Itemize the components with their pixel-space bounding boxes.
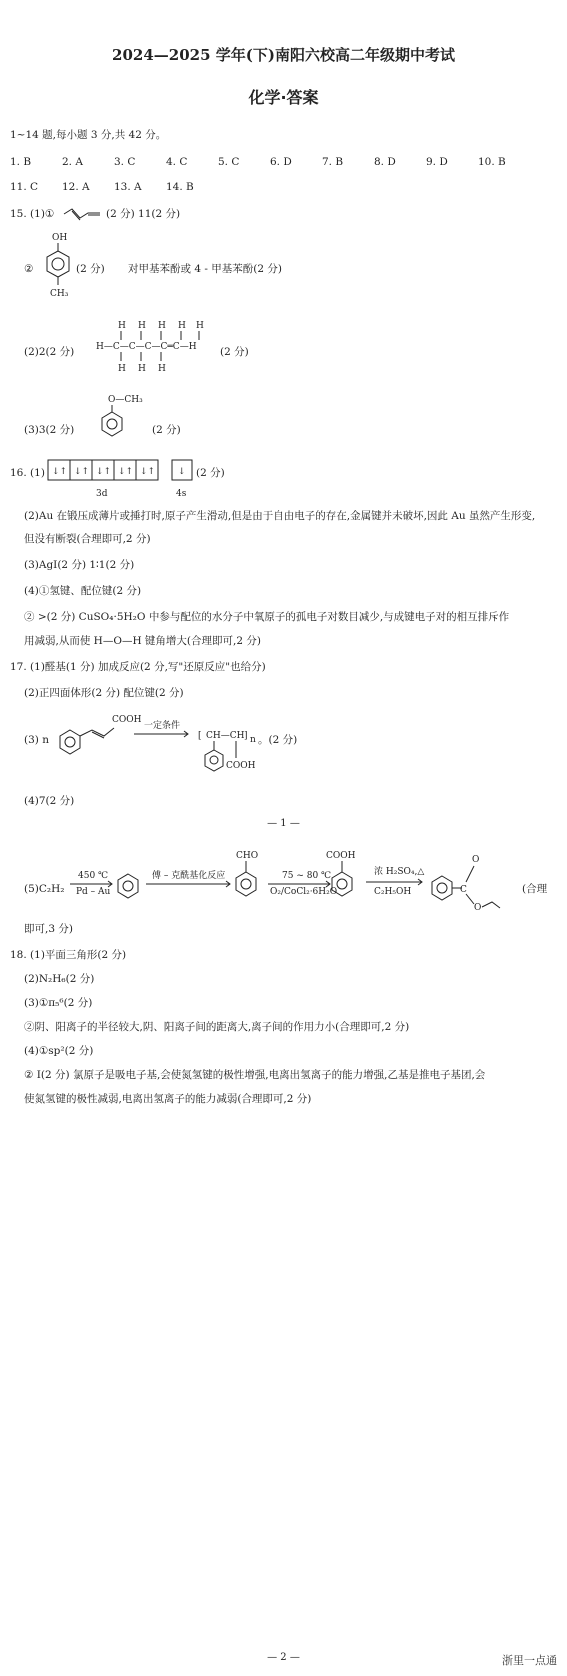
p-cresol-structure [38, 230, 78, 305]
polymer-n: n [250, 735, 256, 745]
q15-line4-prefix: (3)3(2 分) [24, 424, 75, 436]
cond4-bot: C₂H₅OH [374, 887, 412, 897]
svg-text:H—C—C—C—C═C—H: H—C—C—C—C═C—H [96, 342, 197, 352]
answers-row-1 [10, 155, 530, 169]
q18-p4: ②阴、阳离子的半径较大,阴、阳离子间的距离大,离子间的作用力小(合理即可,2 分) [24, 1021, 410, 1033]
q16-prefix: 16. (1) [10, 467, 45, 479]
q18-p6: ② Ⅰ(2 分) 氯原子是吸电子基,会使氮氢键的极性增强,电离出氢离子的能力增强,乙基是推电子基团,会 [24, 1069, 486, 1081]
answer-item: 6. D [270, 156, 292, 168]
ester-o2: O [474, 903, 482, 913]
answers-row-2 [10, 180, 218, 194]
ch3-label: CH₃ [50, 289, 69, 299]
q15-line2-score: (2 分) [76, 263, 105, 275]
q17-p4: (4)7(2 分) [24, 795, 75, 807]
q17-p5-tail: (合理 [522, 883, 548, 895]
q15-line2-mark: ② [24, 263, 34, 275]
q15-line1-suffix: (2 分) 11(2 分) [106, 208, 181, 220]
ester-c: C [460, 885, 467, 895]
q16-p4: (4)①氢键、配位键(2 分) [24, 585, 142, 597]
q16-p3: (3)AgI(2 分) 1∶1(2 分) [24, 559, 135, 571]
polymerization-equation [58, 710, 298, 790]
q16-p5: ② >(2 分) CuSO₄·5H₂O 中参与配位的水分子中氧原子的孤电子对数目减少,与成键电子对的相互排斥作 [24, 611, 510, 623]
anisole-structure [96, 392, 156, 440]
cond4-top: 浓 H₂SO₄,△ [374, 867, 425, 877]
svg-text:H: H [158, 364, 166, 374]
electron-configuration-diagram [48, 460, 188, 500]
q18-p5: (4)①sp²(2 分) [24, 1045, 94, 1057]
q16-p5b: 用减弱,从而使 H—O—H 键角增大(合理即可,2 分) [24, 635, 261, 647]
cond2-top: 傅 – 克酰基化反应 [152, 871, 226, 881]
svg-text:H: H [118, 321, 126, 331]
svg-text:]: ] [244, 731, 248, 741]
answer-item: 4. C [166, 156, 188, 168]
answer-item: 10. B [478, 156, 506, 168]
svg-text:H: H [138, 321, 146, 331]
q15-line3-prefix: (2)2(2 分) [24, 346, 75, 358]
answer-item: 11. C [10, 181, 39, 193]
cond1-bot: Pd – Au [76, 887, 111, 897]
label-4s: 4s [176, 489, 187, 499]
cond3-bot: O₂/CoCl₂·6H₂O [270, 887, 338, 897]
cho-label: CHO [236, 851, 259, 861]
svg-text:H: H [196, 321, 204, 331]
orbital-3d-2: ↓↑ [74, 467, 90, 477]
svg-text:H: H [118, 364, 126, 374]
q16-suffix: (2 分) [196, 467, 225, 479]
answer-item: 5. C [218, 156, 240, 168]
section-intro: 1~14 题,每小题 3 分,共 42 分。 [10, 129, 167, 141]
answer-item: 12. A [62, 181, 90, 193]
answer-item: 13. A [114, 181, 142, 193]
svg-text:H: H [138, 364, 146, 374]
answer-item: 1. B [10, 156, 32, 168]
cond1-top: 450 ℃ [78, 871, 109, 881]
condition-label: 一定条件 [144, 721, 181, 731]
cooh-label-2: COOH [226, 761, 256, 771]
polymer-mid: CH—CH [206, 731, 245, 741]
orbital-4s: ↓ [178, 467, 186, 477]
orbital-3d-4: ↓↑ [118, 467, 134, 477]
orbital-3d-1: ↓↑ [52, 467, 68, 477]
orbital-3d-3: ↓↑ [96, 467, 112, 477]
q15-line3-suffix: (2 分) [220, 346, 249, 358]
q16-p2: (2)Au 在锻压成薄片或捶打时,原子产生滑动,但是由于自由电子的存在,金属键并未破坏,因此 Au 虽然产生形变, [24, 510, 536, 522]
answer-item: 2. A [62, 156, 83, 168]
watermark: 浙里一点通 [502, 1654, 557, 1667]
answer-item: 3. C [114, 156, 136, 168]
answer-item: 8. D [374, 156, 396, 168]
cooh-label: COOH [112, 715, 142, 725]
answer-item: 14. B [166, 181, 194, 193]
cond3-top: 75 ~ 80 ℃ [282, 871, 332, 881]
q17-p5-prefix: (5)C₂H₂ [24, 883, 65, 895]
q16-p2b: 但没有断裂(合理即可,2 分) [24, 533, 151, 545]
och3-label: O—CH₃ [108, 395, 143, 405]
q17-p3-prefix: (3) n [24, 734, 49, 746]
q18-p3: (3)①π₅⁶(2 分) [24, 997, 93, 1009]
page-title: 2024—2025 学年(下)南阳六校高二年级期中考试 [112, 46, 455, 64]
q18-p2: (2)N₂H₆(2 分) [24, 973, 95, 985]
q17-p1: 17. (1)醛基(1 分) 加成反应(2 分,写"还原反应"也给分) [10, 661, 266, 673]
svg-text:H: H [158, 321, 166, 331]
label-3d: 3d [96, 489, 108, 499]
ester-o: O [472, 855, 480, 865]
q15-line2-name: 对甲基苯酚或 4 - 甲基苯酚(2 分) [128, 263, 282, 275]
page-subtitle: 化学·答案 [248, 88, 319, 107]
page-number-1: — 1 — [267, 818, 300, 829]
cooh2-label: COOH [326, 851, 356, 861]
q17-p5b: 即可,3 分) [24, 923, 73, 935]
svg-text:H: H [178, 321, 186, 331]
oh-label: OH [52, 233, 68, 243]
q15-line1-prefix: 15. (1)① [10, 208, 55, 220]
q17-p2: (2)正四面体形(2 分) 配位键(2 分) [24, 687, 184, 699]
answer-item: 7. B [322, 156, 344, 168]
q18-p6b: 使氮氢键的极性减弱,电离出氢离子的能力减弱(合理即可,2 分) [24, 1093, 312, 1105]
page-number-2: — 2 — [267, 1652, 300, 1663]
q17-p3-score: 。(2 分) [258, 734, 298, 746]
answer-item: 9. D [426, 156, 448, 168]
q15-line4-suffix: (2 分) [152, 424, 181, 436]
svg-text:[: [ [198, 731, 202, 741]
orbital-3d-5: ↓↑ [140, 467, 156, 477]
synthesis-route [70, 848, 520, 912]
butadiene-structure [62, 206, 104, 220]
q18-p1: 18. (1)平面三角形(2 分) [10, 949, 127, 961]
